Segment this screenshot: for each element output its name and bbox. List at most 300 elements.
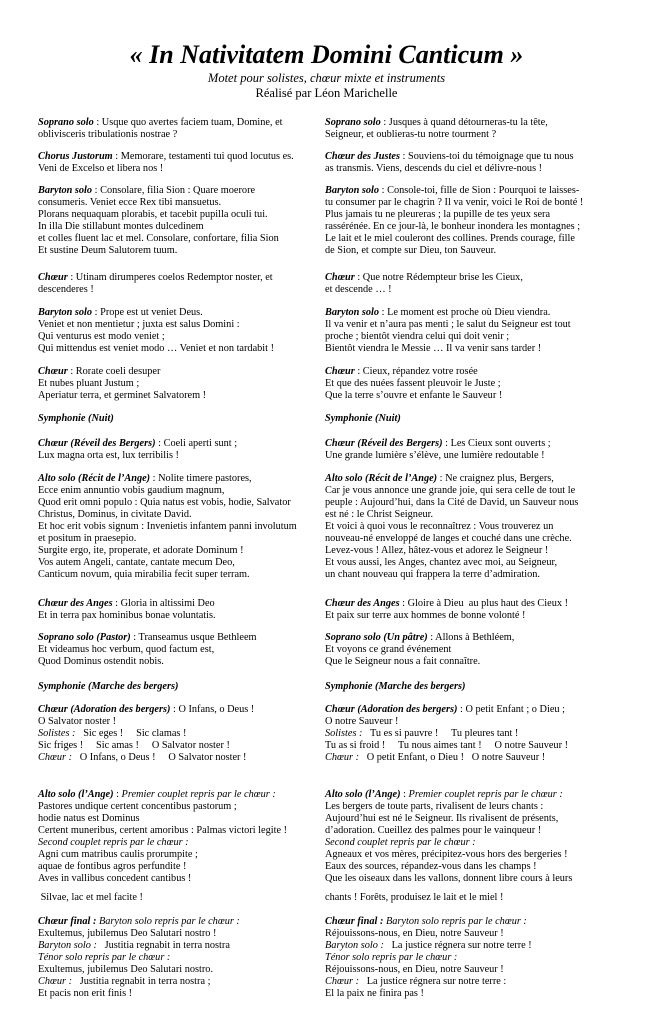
voice-label: Chœur des Justes (325, 151, 400, 162)
voice-label: Baryton solo (325, 185, 380, 196)
verse-text: Lux magna orta est, lux terribilis ! (38, 449, 179, 461)
voice-label: Baryton solo (38, 185, 93, 196)
voice-label: Chorus Justorum (38, 151, 113, 162)
french-stanza (325, 892, 615, 904)
verse-text: Et voyons ce grand événement (325, 643, 452, 655)
verse-line (38, 509, 328, 521)
performance-note: Baryton solo : (38, 939, 97, 951)
verse-text: as transmis. Viens, descends du ciel et délivre-nous ! (325, 162, 543, 174)
verse-line (38, 272, 328, 284)
verse-line (38, 366, 328, 378)
verse-text: Veniet et non mentietur ; juxta est salus Domini : (38, 318, 240, 330)
verse-line (38, 450, 328, 462)
verse-text: nouveau-né enveloppé de langes et couché dans une crèche. (325, 532, 572, 544)
verse-line (325, 319, 615, 331)
verse-line (325, 497, 615, 509)
french-stanza (325, 704, 615, 764)
voice-label: Soprano solo (Un pâtre) (325, 632, 428, 643)
latin-stanza (38, 307, 328, 355)
verse-text: Levez-vous ! Allez, hâtez-vous et adorez le Seigneur ! (325, 544, 549, 556)
verse-line (38, 801, 328, 813)
verse-text: : Utinam dirumperes coelos Redemptor noster, et (67, 272, 273, 283)
voice-label: Chœur (Adoration des bergers) (38, 704, 171, 715)
verse-line (325, 716, 615, 728)
french-stanza (325, 307, 615, 355)
verse-line (325, 873, 615, 885)
french-stanza (325, 632, 615, 668)
verse-line (38, 533, 328, 545)
performance-note: Premier couplet repris par le chœur : (408, 789, 563, 800)
verse-line (38, 129, 328, 141)
verse-text: : Memorare, testamenti tui quod locutus es. (112, 151, 294, 162)
verse-line (325, 233, 615, 245)
verse-text: Veni de Excelso et libera nos ! (38, 162, 164, 174)
verse-line (38, 151, 328, 163)
latin-stanza (38, 916, 328, 1000)
verse-line (325, 557, 615, 569)
french-stanza (325, 366, 615, 402)
verse-line (38, 233, 328, 245)
verse-line (38, 307, 328, 319)
verse-line (38, 284, 328, 296)
verse-line (325, 209, 615, 221)
verse-line (38, 861, 328, 873)
verse-text: est né : le Christ Seigneur. (325, 508, 434, 520)
verse-line (325, 988, 615, 1000)
verse-text: Justitia regnabit in terra nostra ; (72, 975, 211, 987)
voice-label: Alto solo (Récit de l’Ange) (38, 473, 151, 484)
voice-label: Symphonie (Nuit) (325, 413, 401, 424)
verse-text: Silvae, lac et mel facite ! (38, 892, 143, 903)
latin-stanza (38, 151, 328, 175)
verse-text: : Usque quo avertes faciem tuam, Domine, et (93, 117, 283, 128)
verse-line (38, 644, 328, 656)
page-subtitle: Motet pour solistes, chœur mixte et instruments (207, 71, 446, 85)
french-stanza (325, 598, 615, 622)
verse-line (38, 928, 328, 940)
performance-note: Solistes : (38, 727, 76, 739)
verse-line (325, 598, 615, 610)
verse-line (325, 163, 615, 175)
verse-text: : (400, 789, 409, 800)
verse-line (38, 789, 328, 801)
verse-text: proche ; bientôt viendra celui qui doit venir ; (325, 330, 510, 342)
verse-line (38, 988, 328, 1000)
verse-text: Canticum novum, quia mirabilia fecit super terram. (38, 568, 250, 580)
verse-line (325, 976, 615, 988)
verse-line (325, 245, 615, 257)
verse-text: : Que notre Rédempteur brise les Cieux, (354, 272, 523, 283)
verse-line (325, 450, 615, 462)
verse-text: In illa Die stillabunt montes dulcedinem (38, 220, 204, 232)
voice-label: Chœur (38, 272, 68, 283)
verse-line (38, 245, 328, 257)
verse-text: Seigneur, et oublieras-tu notre tourment ? (325, 128, 497, 140)
voice-label: Chœur (38, 366, 68, 377)
verse-line (325, 272, 615, 284)
performance-note: Chœur : (325, 751, 360, 763)
verse-text: Exultemus, jubilemus Deo Salutari nostro. (38, 963, 214, 975)
latin-stanza (38, 438, 328, 462)
latin-stanza (38, 366, 328, 402)
verse-line (38, 728, 328, 740)
latin-stanza (38, 473, 328, 581)
latin-stanza (38, 272, 328, 296)
voice-label: Alto solo (l’Ange) (325, 789, 401, 800)
verse-line (38, 916, 328, 928)
performance-note: Chœur : (38, 975, 73, 987)
verse-line (325, 681, 615, 693)
verse-text: d’adoration. Cueillez des palmes pour le vainqueur ! (325, 824, 542, 836)
verse-text: un chant nouveau qui frappera la terre d’admiration. (325, 568, 540, 580)
verse-text: aquae de fontibus agros perfundite ! (38, 860, 187, 872)
verse-text: Pastores undique certent concentibus pastorum ; (38, 800, 237, 812)
verse-text: Aves in vallibus concedent cantibus ! (38, 872, 192, 884)
verse-line (325, 940, 615, 952)
voice-label: Symphonie (Marche des bergers) (38, 681, 179, 692)
verse-line (325, 644, 615, 656)
voice-label: Soprano solo (38, 117, 94, 128)
verse-text: O Infans, o Deus ! O Salvator noster ! (72, 751, 247, 763)
verse-line (325, 928, 615, 940)
verse-line (38, 343, 328, 355)
performance-note: Second couplet repris par le chœur : (325, 836, 476, 848)
verse-text: Et in terra pax hominibus bonae voluntatis. (38, 609, 216, 621)
verse-text: Le lait et le miel couleront des collines. Prends courage, fille (325, 232, 575, 244)
verse-line (38, 390, 328, 402)
verse-text: descenderes ! (38, 283, 94, 295)
verse-line (325, 197, 615, 209)
verse-line (325, 610, 615, 622)
verse-line (325, 221, 615, 233)
verse-text: Que le Seigneur nous a fait connaître. (325, 655, 481, 667)
verse-line (325, 964, 615, 976)
verse-line (325, 789, 615, 801)
french-stanza (325, 789, 615, 885)
verse-text: Surgite ergo, ite, properate, et adorate Dominum ! (38, 544, 244, 556)
verse-text: Et hoc erit vobis signum : Invenietis infantem panni involutum (38, 520, 297, 532)
verse-text: : Souviens-toi du témoignage que tu nous (399, 151, 574, 162)
verse-text: : Rorate coeli desuper (67, 366, 161, 377)
verse-line (325, 656, 615, 668)
verse-line (38, 378, 328, 390)
verse-line (38, 545, 328, 557)
verse-line (38, 825, 328, 837)
verse-line (38, 163, 328, 175)
verse-line (38, 497, 328, 509)
verse-line (325, 704, 615, 716)
verse-line (38, 813, 328, 825)
verse-line (38, 473, 328, 485)
french-stanza (325, 117, 615, 141)
verse-text: Justitia regnabit in terra nostra (96, 939, 230, 951)
verse-line (38, 964, 328, 976)
latin-stanza (38, 704, 328, 764)
verse-text: : O Infans, o Deus ! (170, 704, 255, 715)
latin-stanza (38, 681, 328, 693)
verse-line (38, 632, 328, 644)
french-stanza (325, 473, 615, 581)
verse-line (325, 801, 615, 813)
verse-text: rassérénée. En ce jour-là, le bonheur inondera les montagnes ; (325, 220, 581, 232)
voice-label: Chœur (Adoration des bergers) (325, 704, 458, 715)
verse-text: oblivisceris tribulationis nostrae ? (38, 128, 178, 140)
author-credit: Réalisé par Léon Marichelle (255, 86, 398, 100)
french-stanza (325, 681, 615, 693)
verse-line (38, 952, 328, 964)
verse-line (38, 221, 328, 233)
voice-label: Alto solo (l’Ange) (38, 789, 114, 800)
verse-text: tu consumer par le chagrin ? Il va venir, voici le Roi de bonté ! (325, 196, 584, 208)
verse-line (325, 331, 615, 343)
latin-stanza (38, 117, 328, 141)
verse-text: Et vous aussi, les Anges, chantez avec moi, au Seigneur, (325, 556, 558, 568)
verse-text: Ecce enim annuntio vobis gaudium magnum, (38, 484, 225, 496)
verse-line (325, 117, 615, 129)
verse-line (325, 952, 615, 964)
verse-line (38, 940, 328, 952)
voice-label: Symphonie (Marche des bergers) (325, 681, 466, 692)
verse-text: Sic friges ! Sic amas ! O Salvator noster ! (38, 739, 230, 751)
voice-label: Soprano solo (325, 117, 381, 128)
verse-line (38, 740, 328, 752)
verse-text: et positum in praesepio. (38, 532, 137, 544)
latin-stanza (38, 185, 328, 257)
verse-line (325, 632, 615, 644)
performance-note: Ténor solo repris par le chœur : (325, 951, 458, 963)
verse-text: : Transeamus usque Bethleem (130, 632, 257, 643)
verse-text: Que les oiseaux dans les vallons, donnent libre cours à leurs (325, 872, 573, 884)
voice-label: Chœur (325, 366, 355, 377)
verse-line (38, 892, 328, 904)
verse-line (325, 569, 615, 581)
verse-line (325, 740, 615, 752)
verse-line (325, 752, 615, 764)
performance-note: Premier couplet repris par le chœur : (121, 789, 276, 800)
verse-line (38, 319, 328, 331)
verse-line (38, 331, 328, 343)
verse-line (325, 185, 615, 197)
verse-text: Et paix sur terre aux hommes de bonne volonté ! (325, 609, 526, 621)
verse-line (325, 485, 615, 497)
voice-label: Baryton solo (325, 307, 380, 318)
verse-text: Plus jamais tu ne pleureras ; la pupille de tes yeux sera (325, 208, 551, 220)
verse-line (38, 117, 328, 129)
verse-text: Agni cum matribus caulis prorumpite ; (38, 848, 198, 860)
verse-line (325, 284, 615, 296)
verse-line (325, 390, 615, 402)
verse-text: Et nubes pluant Justum ; (38, 377, 140, 389)
verse-text: Réjouissons-nous, en Dieu, notre Sauveur ! (325, 927, 504, 939)
verse-line (38, 704, 328, 716)
verse-text: : Coeli aperti sunt ; (155, 438, 238, 449)
french-stanza (325, 916, 615, 1000)
verse-text: Et voici à quoi vous le reconnaîtrez : Vous trouverez un (325, 520, 554, 532)
verse-text: : Nolite timere pastores, (150, 473, 252, 484)
performance-note: Baryton solo repris par le chœur : (385, 916, 527, 927)
verse-text: O notre Sauveur ! (325, 715, 399, 727)
verse-text: peuple : Aujourd’hui, dans la Cité de David, un Sauveur nous (325, 496, 579, 508)
verse-line (325, 849, 615, 861)
verse-line (325, 728, 615, 740)
french-stanza (325, 413, 615, 425)
verse-line (325, 861, 615, 873)
verse-line (38, 413, 328, 425)
verse-line (325, 837, 615, 849)
verse-text: et descende … ! (325, 283, 392, 295)
verse-text: Il va venir et n’aura pas menti ; le salut du Seigneur est tout (325, 318, 571, 330)
french-stanza (325, 272, 615, 296)
latin-stanza (38, 413, 328, 425)
verse-text: Les bergers de toute parts, rivalisent de leurs chants : (325, 800, 544, 812)
verse-line (38, 610, 328, 622)
voice-label: Chœur (325, 272, 355, 283)
verse-text: hodie natus est Dominus (38, 812, 140, 824)
verse-text: Aperiatur terra, et germinet Salvatorem ! (38, 389, 207, 401)
verse-line (325, 151, 615, 163)
verse-text: Christus, Dominus, in civitate David. (38, 508, 192, 520)
verse-text: Tu as si froid ! Tu nous aimes tant ! O notre Sauveur ! (325, 739, 569, 751)
voice-label: Chœur final : (325, 916, 384, 927)
verse-text: : (113, 789, 122, 800)
verse-text: : Ne craignez plus, Bergers, (437, 473, 554, 484)
verse-text: Quod Dominus ostendit nobis. (38, 655, 164, 667)
verse-text: : Consolare, filia Sion : Quare moerore (92, 185, 256, 196)
voice-label: Chœur (Réveil des Bergers) (325, 438, 443, 449)
verse-text: : Console-toi, fille de Sion : Pourquoi te laisses- (379, 185, 580, 196)
verse-line (325, 892, 615, 904)
verse-line (38, 197, 328, 209)
performance-note: Baryton solo : (325, 939, 384, 951)
verse-text: Une grande lumière s’élève, une lumière redoutable ! (325, 449, 545, 461)
verse-line (325, 307, 615, 319)
verse-text: de Sion, et compte sur Dieu, ton Sauveur. (325, 244, 497, 256)
verse-text: : Allons à Bethléem, (427, 632, 515, 643)
verse-line (38, 716, 328, 728)
verse-text: O Salvator noster ! (38, 715, 117, 727)
verse-text: O petit Enfant, o Dieu ! O notre Sauveur ! (359, 751, 546, 763)
latin-stanza (38, 789, 328, 885)
verse-line (325, 916, 615, 928)
verse-text: Aujourd’hui est né le Seigneur. Ils rivalisent de présents, (325, 812, 559, 824)
verse-line (325, 343, 615, 355)
verse-text: Tu es si pauvre ! Tu pleures tant ! (362, 727, 519, 739)
verse-text: Certent muneribus, certent amoribus : Palmas victori legite ! (38, 824, 288, 836)
verse-text: Réjouissons-nous, en Dieu, notre Sauveur ! (325, 963, 504, 975)
performance-note: Baryton solo repris par le chœur : (98, 916, 240, 927)
verse-line (38, 656, 328, 668)
verse-text: Eaux des sources, répandez-vous dans les champs ! (325, 860, 537, 872)
verse-line (325, 813, 615, 825)
verse-text: Sic eges ! Sic clamas ! (75, 727, 187, 739)
verse-text: : Gloire à Dieu au plus haut des Cieux ! (399, 598, 569, 609)
verse-text: Agneaux et vos mères, précipitez-vous hors des bergeries ! (325, 848, 568, 860)
verse-line (38, 209, 328, 221)
verse-line (38, 837, 328, 849)
french-stanza (325, 185, 615, 257)
verse-line (38, 681, 328, 693)
verse-text: Qui mittendus est veniet modo … Veniet et non tardabit ! (38, 342, 275, 354)
verse-line (325, 378, 615, 390)
voice-label: Chœur des Anges (38, 598, 113, 609)
verse-text: Qui venturus est modo veniet ; (38, 330, 165, 342)
verse-text: Quod erit omni populo : Quia natus est vobis, hodie, Salvator (38, 496, 291, 508)
french-stanza (325, 438, 615, 462)
performance-note: Second couplet repris par le chœur : (38, 836, 189, 848)
verse-text: : Gloria in altissimi Deo (112, 598, 215, 609)
verse-text: Plorans nequaquam plorabis, et tacebit pupilla oculi tui. (38, 208, 268, 220)
voice-label: Baryton solo (38, 307, 93, 318)
latin-stanza (38, 892, 328, 904)
performance-note: Ténor solo repris par le chœur : (38, 951, 171, 963)
performance-note: Solistes : (325, 727, 363, 739)
verse-line (38, 438, 328, 450)
verse-text: Et videamus hoc verbum, quod factum est, (38, 643, 215, 655)
verse-line (38, 557, 328, 569)
verse-line (325, 509, 615, 521)
verse-line (38, 485, 328, 497)
verse-line (325, 533, 615, 545)
performance-note: Chœur : (38, 751, 73, 763)
verse-line (38, 521, 328, 533)
verse-text: chants ! Forêts, produisez le lait et le miel ! (325, 892, 504, 903)
verse-line (38, 976, 328, 988)
verse-text: : Les Cieux sont ouverts ; (442, 438, 551, 449)
voice-label: Chœur des Anges (325, 598, 400, 609)
verse-text: La justice régnera sur notre terre ! (383, 939, 532, 951)
verse-line (325, 366, 615, 378)
verse-line (325, 129, 615, 141)
french-stanza (325, 151, 615, 175)
verse-text: El la paix ne finira pas ! (325, 987, 424, 999)
verse-text: : O petit Enfant ; o Dieu ; (457, 704, 565, 715)
verse-text: Car je vous annonce une grande joie, qui sera celle de tout le (325, 484, 576, 496)
voice-label: Soprano solo (Pastor) (38, 632, 131, 643)
verse-line (38, 752, 328, 764)
verse-line (325, 438, 615, 450)
verse-line (38, 849, 328, 861)
verse-line (38, 598, 328, 610)
verse-text: Et sustine Deum Salutorem tuum. (38, 244, 178, 256)
voice-label: Chœur final : (38, 916, 97, 927)
voice-label: Alto solo (Récit de l’Ange) (325, 473, 438, 484)
verse-line (325, 473, 615, 485)
verse-text: Vos autem Angeli, cantate, cantate mecum Deo, (38, 556, 235, 568)
verse-line (38, 569, 328, 581)
verse-text: Que la terre s’ouvre et enfante le Sauveur ! (325, 389, 503, 401)
latin-stanza (38, 598, 328, 622)
verse-text: : Le moment est proche où Dieu viendra. (379, 307, 551, 318)
voice-label: Chœur (Réveil des Bergers) (38, 438, 156, 449)
verse-line (38, 873, 328, 885)
verse-text: Et pacis non erit finis ! (38, 987, 133, 999)
verse-text: : Cieux, répandez votre rosée (354, 366, 478, 377)
verse-text: Bientôt viendra le Messie … Il va venir sans tarder ! (325, 342, 542, 354)
verse-line (325, 521, 615, 533)
performance-note: Chœur : (325, 975, 360, 987)
verse-text: consumeris. Veniet ecce Rex tibi mansuetus. (38, 196, 222, 208)
verse-text: La justice régnera sur notre terre : (359, 975, 507, 987)
verse-text: et colles fluent lac et mel. Consolare, confortare, filia Sion (38, 232, 279, 244)
voice-label: Symphonie (Nuit) (38, 413, 114, 424)
verse-text: : Prope est ut veniet Deus. (92, 307, 203, 318)
verse-line (325, 545, 615, 557)
verse-text: : Jusques à quand détourneras-tu la tête, (380, 117, 548, 128)
verse-text: Exultemus, jubilemus Deo Salutari nostro ! (38, 927, 217, 939)
verse-text: Et que des nuées fassent pleuvoir le Juste ; (325, 377, 501, 389)
page-title: « In Nativitatem Domini Canticum » (129, 40, 524, 69)
verse-line (38, 185, 328, 197)
